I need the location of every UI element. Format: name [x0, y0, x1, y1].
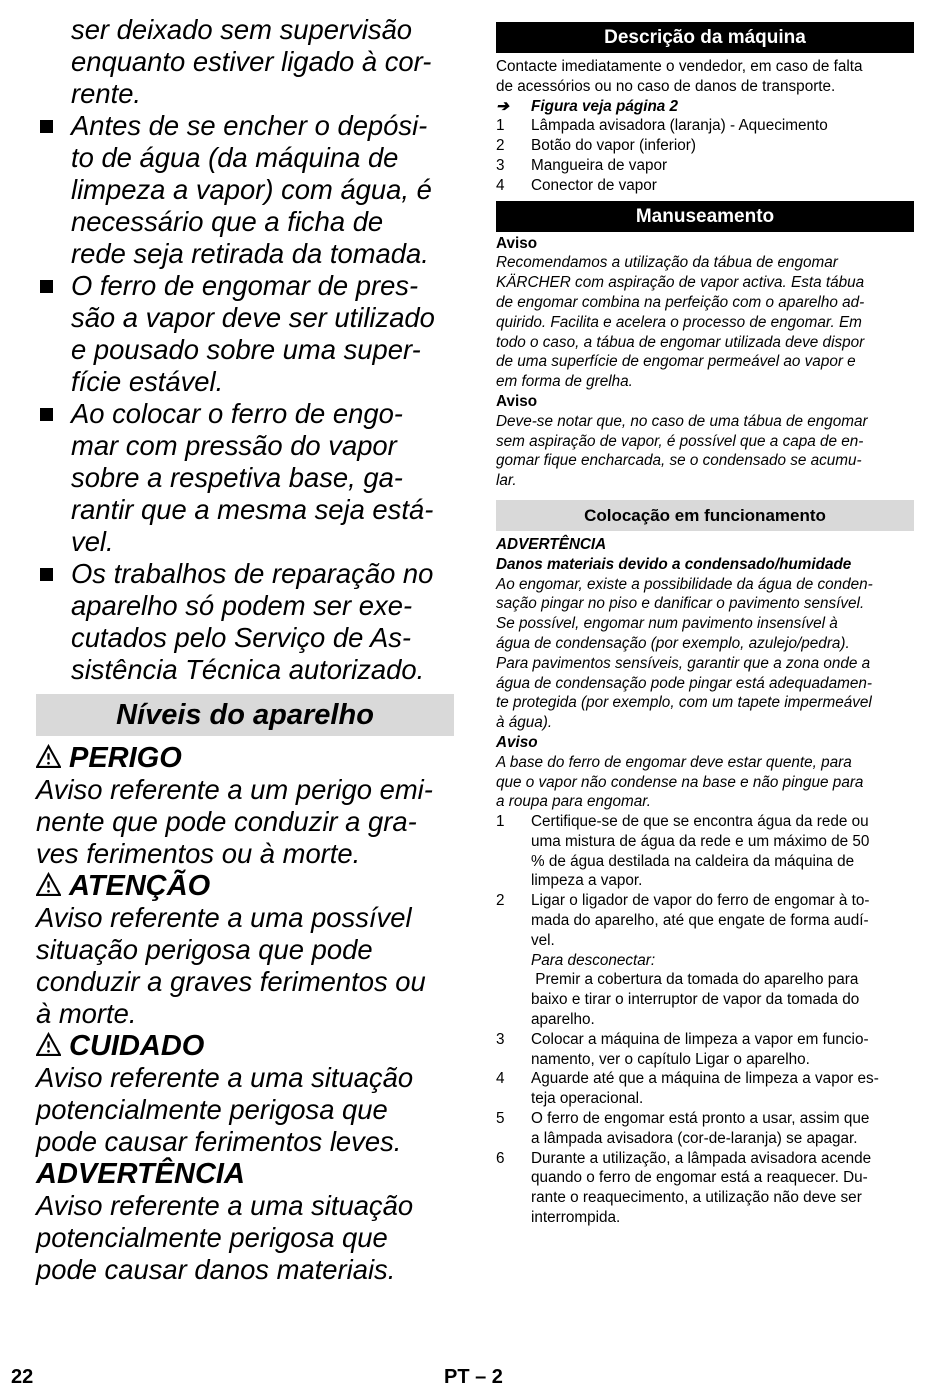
safety-bullet: Ao colocar o ferro de engo- mar com pressão do vapor sobre a respetiva base, ga- rantir que a mesma seja está- vel.: [36, 398, 454, 558]
right-column: [496, 22, 914, 1228]
section-heading-handling: Manuseamento: [496, 201, 914, 232]
warning-triangle-icon: [36, 872, 61, 897]
square-bullet-icon: [36, 558, 71, 686]
step-item: 3 Colocar a máquina de limpeza a vapor em funcio- namento, ver o capítulo Ligar o aparelho.: [496, 1030, 869, 1068]
caution-heading: CUIDADO: [36, 1030, 454, 1062]
step-item: 4 Aguarde até que a máquina de limpeza a vapor es- teja operacional.: [496, 1070, 879, 1108]
aviso-label: Aviso: [496, 733, 538, 751]
left-column: [36, 14, 454, 1286]
step-item: 2 Ligar o ligador de vapor do ferro de engomar à to- mada do aparelho, até que engate de forma audí- vel. Para desconectar: Premir a cobertura da tomada do aparelho para baixo e tirar o interruptor de vapor da tomada do aparelho.: [496, 891, 914, 1030]
square-bullet-icon: [36, 398, 71, 558]
danger-heading: PERIGO: [36, 742, 454, 774]
safety-bullet: Antes de se encher o depósi- to de água (da máquina de limpeza a vapor) com água, é necessário que a ficha de rede seja retirada da tomada.: [36, 110, 454, 270]
language-page-label: PT – 2: [444, 1366, 503, 1388]
damage-title: Danos materiais devido a condensado/humidade: [496, 555, 852, 573]
advertencia-label: ADVERTÊNCIA: [496, 535, 607, 553]
description-text: Contacte imediatamente o vendedor, em caso de falta de acessórios ou no caso de danos de transporte.: [496, 58, 863, 95]
part-item: 1 Lâmpada avisadora (laranja) - Aquecimento: [496, 117, 828, 135]
aviso-label: Aviso: [496, 392, 538, 410]
disconnect-label: Para desconectar:: [531, 951, 656, 969]
danger-text: Aviso referente a um perigo emi- nente que pode conduzir a gra- ves ferimentos ou à morte.: [36, 774, 433, 869]
square-bullet-icon: [36, 110, 71, 270]
safety-bullet: Os trabalhos de reparação no aparelho só podem ser exe- cutados pelo Serviço de As- sistência Técnica autorizado.: [36, 558, 454, 686]
step-item: 5 O ferro de engomar está pronto a usar, assim que a lâmpada avisadora (cor-de-laranja) se apagar.: [496, 1110, 870, 1147]
aviso-label: Aviso: [496, 234, 538, 252]
notice-heading: ADVERTÊNCIA: [36, 1158, 245, 1190]
warning-triangle-icon: [36, 744, 61, 769]
warning-text: Aviso referente a uma possível situação perigosa que pode conduzir a graves ferimentos ou à morte.: [36, 902, 426, 1029]
page-number: 22: [11, 1366, 34, 1388]
arrow-right-icon: ➔: [496, 97, 509, 115]
section-heading-description: Descrição da máquina: [496, 22, 914, 53]
safety-bullet: O ferro de engomar de pres- são a vapor deve ser utilizado e pousado sobre uma super- fície estável.: [36, 270, 454, 398]
square-bullet-icon: [36, 270, 71, 398]
section-heading-levels: Níveis do aparelho: [36, 694, 454, 736]
continuation-text: ser deixado sem supervisão enquanto estiver ligado à cor- rente.: [71, 14, 432, 109]
part-item: 3 Mangueira de vapor: [496, 156, 668, 174]
aviso-text: A base do ferro de engomar deve estar quente, para que o vapor não condense na base e não pingue para a roupa para engomar.: [496, 753, 864, 811]
aviso-text: Deve-se notar que, no caso de uma tábua de engomar sem aspiração de vapor, é possível que a capa de en- gomar fique encharcada, se o condensado se acumu- lar.: [496, 412, 868, 490]
damage-text: Ao engomar, existe a possibilidade da água de conden- sação pingar no piso e danificar o pavimento sensível. Se possível, engomar num pavimento insensível à água de condensação (por exemplo, azulejo/pedra). Para pavimentos sensíveis, garantir que a zona onde a água de condensação pode pingar está adequadamen- te protegida (por exemplo, com um tapete impermeável à água).: [496, 575, 873, 732]
part-item: 4 Conector de vapor: [496, 176, 657, 194]
disconnect-text: Premir a cobertura da tomada do aparelho para: [531, 971, 859, 989]
section-heading-startup: Colocação em funcionamento: [496, 500, 914, 531]
warning-triangle-icon: [36, 1032, 61, 1057]
part-item: 2 Botão do vapor (inferior): [496, 137, 696, 155]
aviso-text: Recomendamos a utilização da tábua de engomar KÄRCHER com aspiração de vapor activa. Esta tábua de engomar combina na perfeição com o aparelho ad- quirido. Facilita e acelera o processo de engomar. Em todo o caso, a tábua de engomar utilizada deve dispor de uma superfície de engomar permeável ao vapor e em forma de grelha.: [496, 254, 865, 391]
figure-reference: ➔ Figura veja página 2: [496, 97, 679, 115]
caution-text: Aviso referente a uma situação potencialmente perigosa que pode causar ferimentos leves.: [36, 1062, 414, 1157]
notice-text: Aviso referente a uma situação potencialmente perigosa que pode causar danos materiais.: [36, 1190, 414, 1285]
warning-heading: ATENÇÃO: [36, 870, 454, 902]
step-item: 6 Durante a utilização, a lâmpada avisadora acende quando o ferro de engomar está a reaquecer. Du- rante o reaquecimento, a utilização não deve ser interrompida.: [496, 1149, 872, 1227]
step-item: 1 Certifique-se de que se encontra água da rede ou uma mistura de água da rede e um máximo de 50 % de água destilada na caldeira da máquina de limpeza a vapor.: [496, 813, 870, 890]
